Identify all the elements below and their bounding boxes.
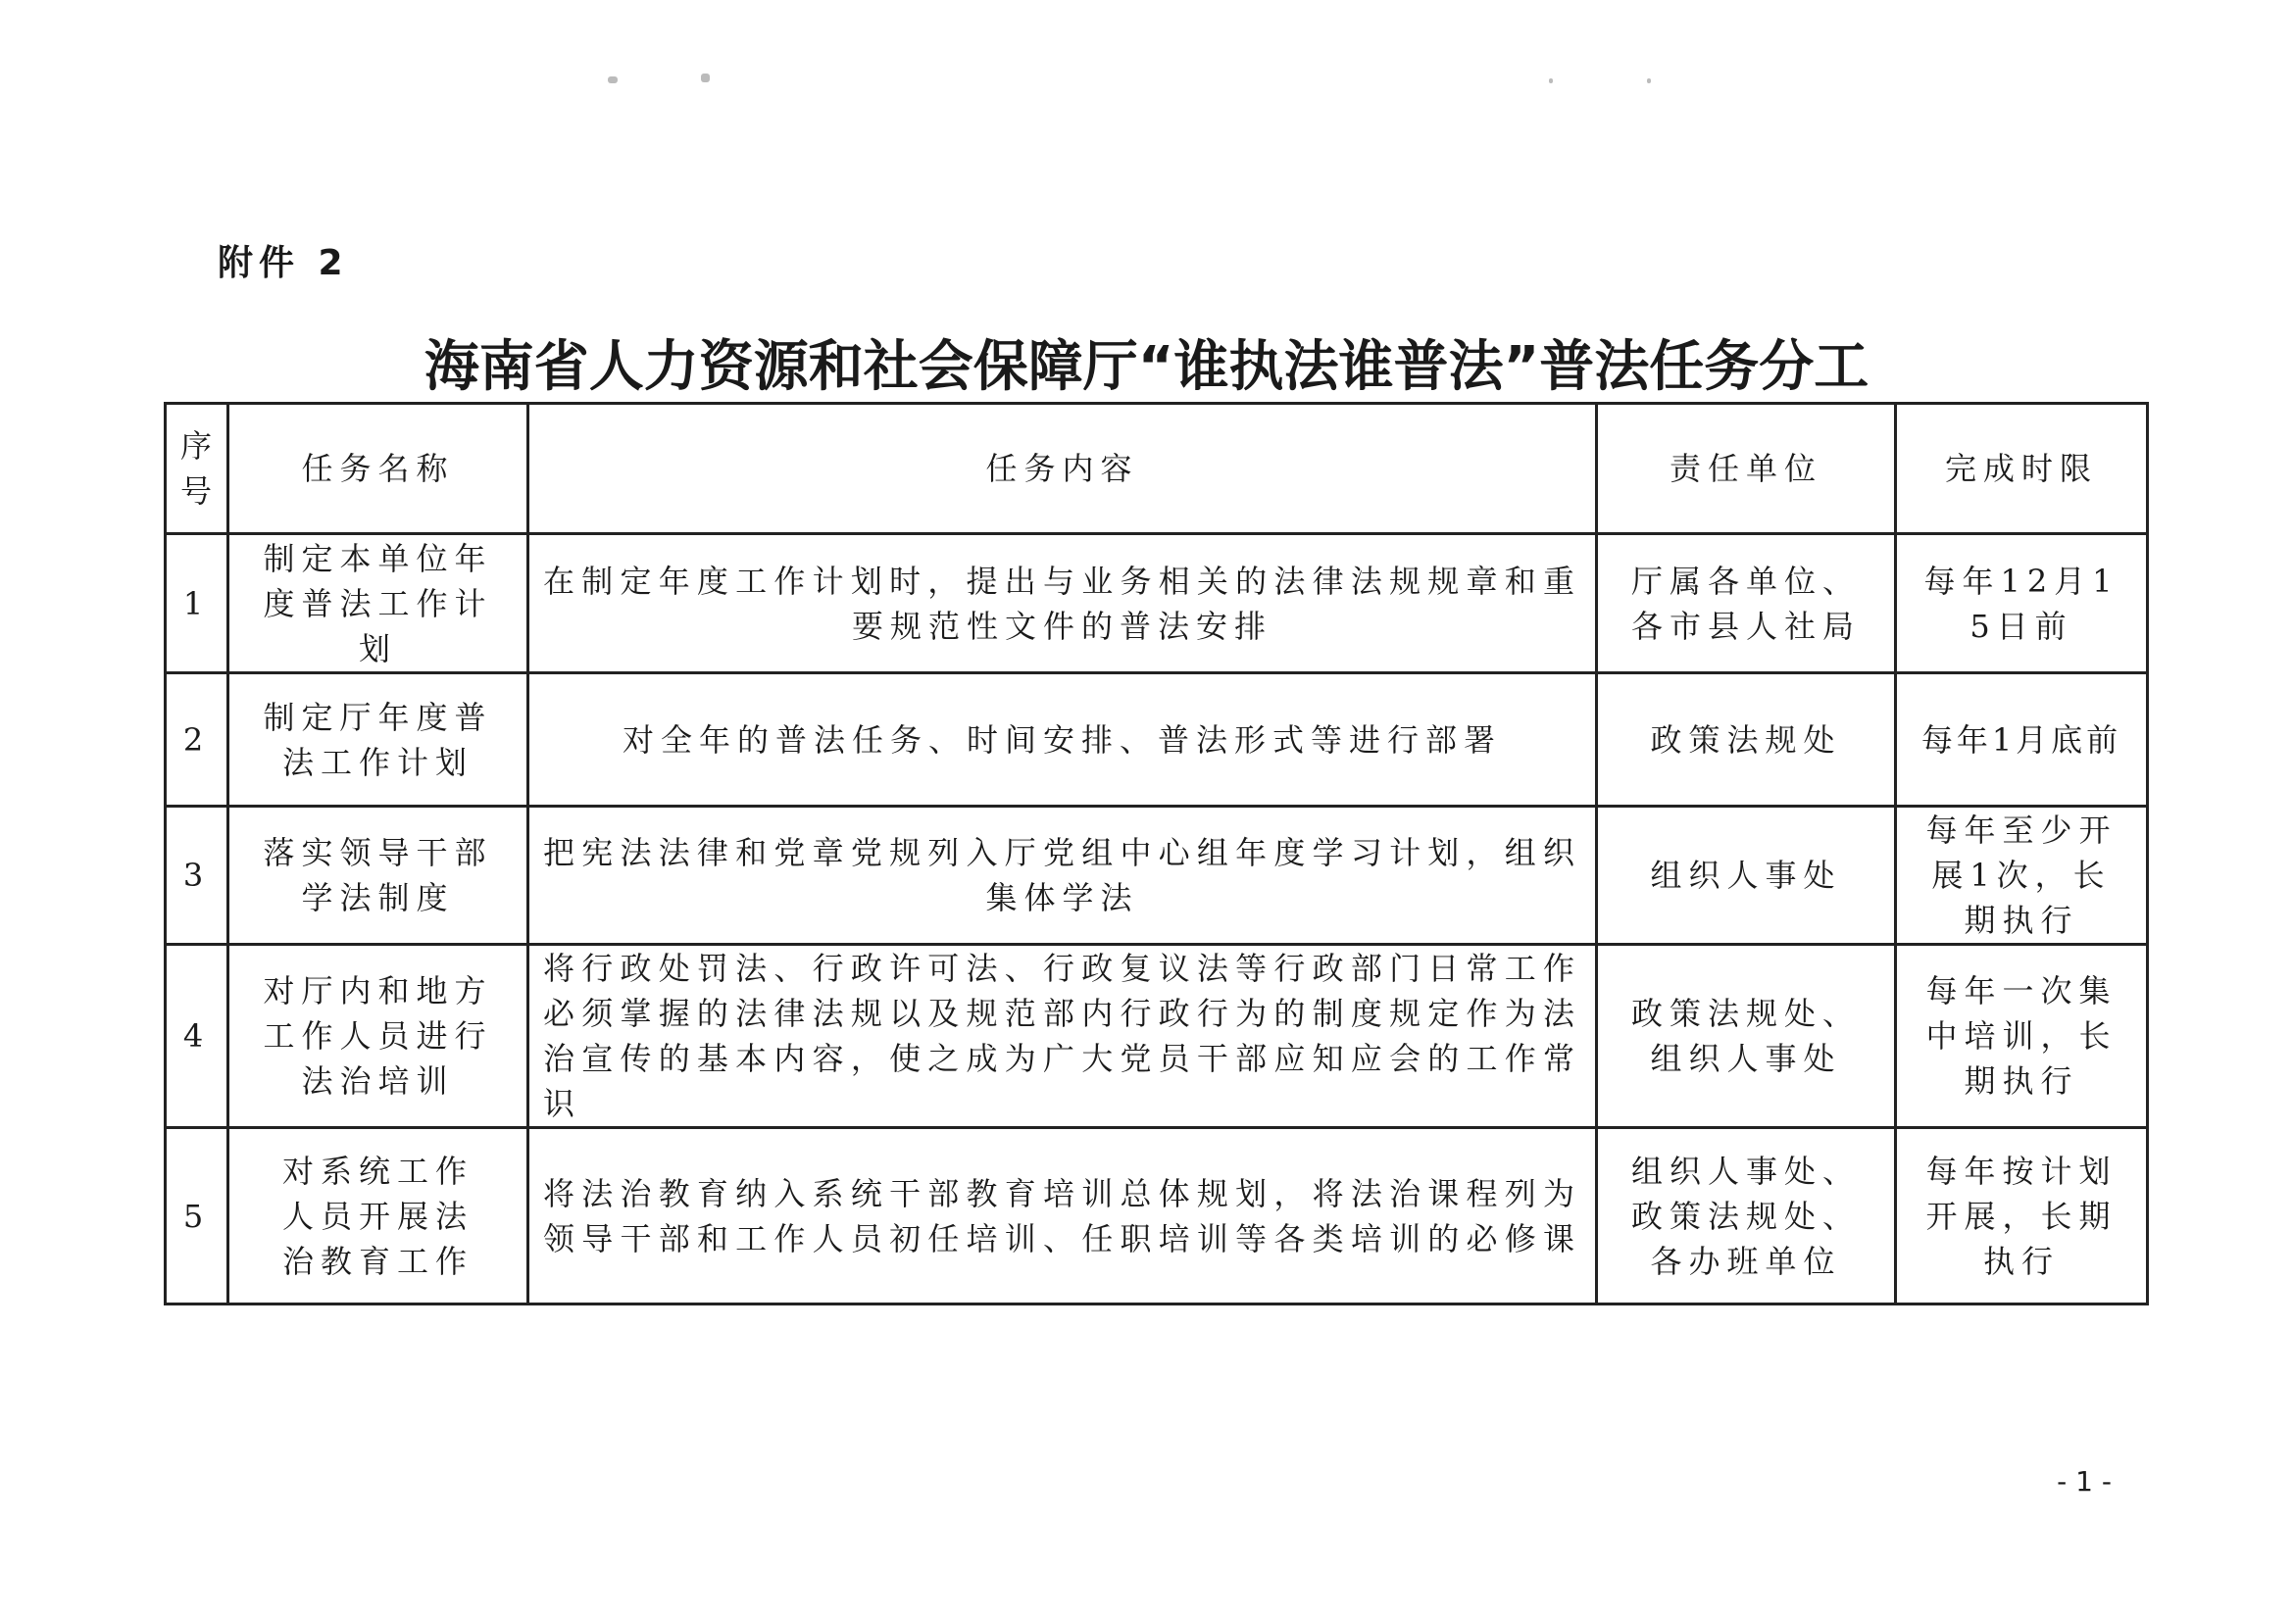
content-line: 要规范性文件的普法安排 — [851, 607, 1272, 645]
row-no: 5 — [166, 1128, 228, 1304]
row-deadline: 每年一次集中培训，长期执行 — [1896, 945, 2148, 1128]
header-name: 任务名称 — [228, 404, 528, 534]
row-deadline: 每年按计划开展，长期执行 — [1896, 1128, 2148, 1304]
header-no: 序号 — [166, 404, 228, 534]
row-task-name: 落实领导干部学法制度 — [228, 807, 528, 945]
scan-speck — [1647, 78, 1651, 83]
header-content: 任务内容 — [528, 404, 1597, 534]
row-deadline: 每年1月底前 — [1896, 673, 2148, 807]
content-line: 识 — [543, 1085, 582, 1122]
table-header-row — [166, 404, 2148, 534]
row-no: 2 — [166, 673, 228, 807]
row-responsible-unit: 政策法规处 — [1597, 673, 1896, 807]
row-task-name: 制定厅年度普法工作计划 — [228, 673, 528, 807]
table-row — [166, 807, 2148, 945]
row-deadline: 每年至少开展1次，长期执行 — [1896, 807, 2148, 945]
table-row — [166, 945, 2148, 1128]
page-title: 海南省人力资源和社会保障厅“谁执法谁普法”普法任务分工 — [424, 335, 1869, 399]
table-row — [166, 1128, 2148, 1304]
content-line: 集体学法 — [985, 879, 1139, 916]
header-deadline: 完成时限 — [1896, 404, 2148, 534]
row-task-content — [528, 807, 1597, 945]
content-line: 治宣传的基本内容，使之成为广大党员干部应知应会的工作常 — [543, 1040, 1581, 1077]
task-table — [164, 402, 2149, 1305]
content-line: 把宪法法律和党章党规列入厅党组中心组年度学习计划，组织 — [543, 834, 1581, 871]
row-no: 1 — [166, 534, 228, 673]
row-task-content — [528, 1128, 1597, 1304]
row-task-name: 对系统工作人员开展法治教育工作 — [228, 1128, 528, 1304]
row-task-content — [528, 534, 1597, 673]
scan-speck — [1549, 78, 1553, 83]
content-line: 将法治教育纳入系统干部教育培训总体规划，将法治课程列为 — [543, 1174, 1581, 1212]
scan-speck — [701, 74, 710, 82]
content-line: 对全年的普法任务、时间安排、普法形式等进行部署 — [622, 720, 1502, 759]
row-task-content — [528, 945, 1597, 1128]
header-unit: 责任单位 — [1597, 404, 1896, 534]
row-deadline: 每年12月15日前 — [1896, 534, 2148, 673]
row-task-name: 对厅内和地方工作人员进行法治培训 — [228, 945, 528, 1128]
table-row — [166, 534, 2148, 673]
content-line: 将行政处罚法、行政许可法、行政复议法等行政部门日常工作 — [543, 950, 1581, 987]
row-responsible-unit: 厅属各单位、各市县人社局 — [1597, 534, 1896, 673]
row-responsible-unit: 组织人事处、政策法规处、各办班单位 — [1597, 1128, 1896, 1304]
content-line: 必须掌握的法律法规以及规范部内行政行为的制度规定作为法 — [543, 995, 1581, 1032]
content-line: 领导干部和工作人员初任培训、任职培训等各类培训的必修课 — [543, 1219, 1581, 1257]
row-no: 3 — [166, 807, 228, 945]
row-responsible-unit: 政策法规处、组织人事处 — [1597, 945, 1896, 1128]
attachment-label: 附件 2 — [218, 243, 349, 283]
scan-speck — [608, 76, 618, 83]
row-task-name: 制定本单位年度普法工作计划 — [228, 534, 528, 673]
row-responsible-unit: 组织人事处 — [1597, 807, 1896, 945]
row-no: 4 — [166, 945, 228, 1128]
row-task-content — [528, 673, 1597, 807]
page-number: - 1 - — [2057, 1465, 2112, 1498]
table-row — [166, 673, 2148, 807]
content-line: 在制定年度工作计划时，提出与业务相关的法律法规规章和重 — [543, 562, 1581, 600]
